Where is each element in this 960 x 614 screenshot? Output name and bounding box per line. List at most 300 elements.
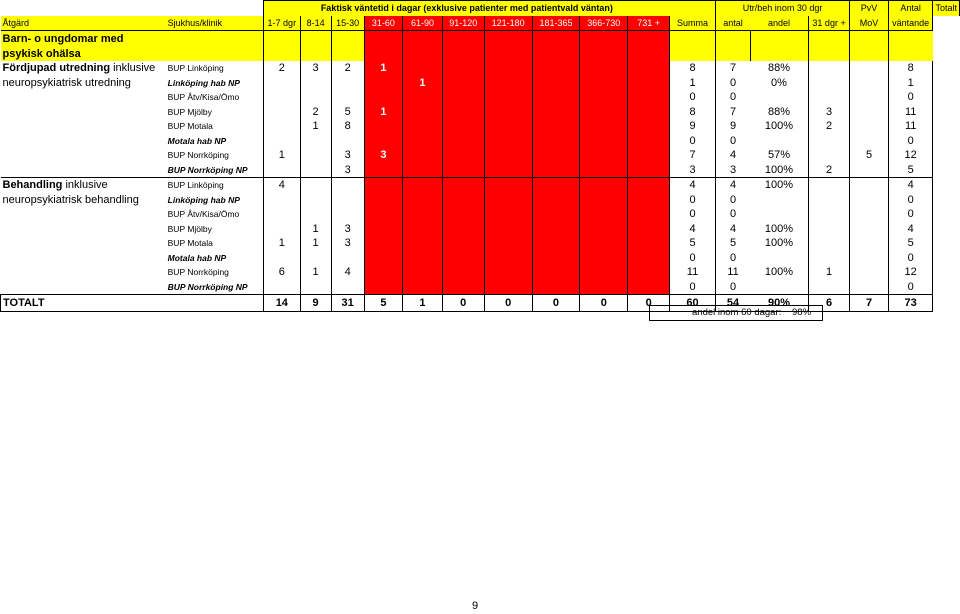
- bucket-value: [484, 193, 532, 208]
- bucket-value: 3: [331, 148, 364, 163]
- d31-value: [808, 222, 849, 237]
- andel-60-value: 98%: [792, 307, 812, 318]
- bucket-value: [484, 178, 532, 193]
- cell: [580, 46, 628, 61]
- bucket-value: [364, 119, 403, 134]
- mov-value: [850, 163, 889, 178]
- bucket-value: [484, 148, 532, 163]
- table-row: [1, 148, 960, 163]
- d31-value: [808, 90, 849, 105]
- total-value: 0: [888, 207, 933, 222]
- cell: [484, 31, 532, 47]
- bucket-value: [264, 163, 300, 178]
- mov-value: [850, 134, 889, 149]
- bucket-value: [442, 265, 484, 280]
- table-row: [1, 178, 960, 193]
- bucket-value: [403, 119, 442, 134]
- bucket-value: [442, 134, 484, 149]
- bucket-value: [532, 134, 580, 149]
- bucket-value: 8: [331, 119, 364, 134]
- bucket-value: [364, 207, 403, 222]
- bucket-value: 3: [331, 236, 364, 251]
- total-bucket: 0: [580, 295, 628, 312]
- cell: [484, 46, 532, 61]
- antal-value: 0: [715, 251, 750, 266]
- spacer: [1, 251, 166, 266]
- bucket-value: [403, 236, 442, 251]
- bucket-value: [331, 178, 364, 193]
- bucket-value: [628, 90, 670, 105]
- bucket-value: [628, 236, 670, 251]
- bucket-value: [300, 207, 331, 222]
- bucket-value: [300, 280, 331, 295]
- bucket-value: [532, 148, 580, 163]
- totals-label: TOTALT: [1, 295, 166, 312]
- bucket-value: 1: [364, 105, 403, 120]
- table-row: [1, 76, 960, 91]
- bucket-value: [580, 193, 628, 208]
- bucket-value: [532, 90, 580, 105]
- section-title: psykisk ohälsa: [1, 46, 166, 61]
- bucket-value: [484, 236, 532, 251]
- bucket-value: [364, 236, 403, 251]
- bucket-value: [442, 193, 484, 208]
- bucket-value: [300, 251, 331, 266]
- spacer: [1, 134, 166, 149]
- bucket-value: [442, 76, 484, 91]
- col-andel: andel: [750, 16, 808, 31]
- col-summa: Summa: [670, 16, 716, 31]
- mov-value: [850, 178, 889, 193]
- table-row: [1, 236, 960, 251]
- bucket-value: [264, 76, 300, 91]
- andel-value: [750, 134, 808, 149]
- bucket-value: [484, 119, 532, 134]
- bucket-value: [628, 222, 670, 237]
- d31-value: [808, 236, 849, 251]
- total-bucket: 0: [532, 295, 580, 312]
- cell: [670, 46, 716, 61]
- bucket-value: [264, 119, 300, 134]
- bucket-value: [264, 105, 300, 120]
- mov-value: [850, 251, 889, 266]
- total-bucket: 5: [364, 295, 403, 312]
- cell: [580, 31, 628, 47]
- summa-value: 0: [670, 134, 716, 149]
- bucket-value: [300, 148, 331, 163]
- bucket-value: [442, 222, 484, 237]
- bucket-value: [264, 222, 300, 237]
- spacer: [1, 207, 166, 222]
- bucket-value: [628, 76, 670, 91]
- bucket-value: [484, 207, 532, 222]
- cell: [532, 31, 580, 47]
- bucket-value: [442, 163, 484, 178]
- andel-value: 100%: [764, 237, 794, 250]
- d31-value: [808, 134, 849, 149]
- bucket-value: [580, 222, 628, 237]
- cell: [300, 31, 331, 47]
- d31-value: [808, 178, 849, 193]
- andel-value: 88%: [767, 62, 790, 75]
- bucket-value: [300, 193, 331, 208]
- table-row: [1, 222, 960, 237]
- mov-value: [850, 61, 889, 76]
- bucket-value: [580, 76, 628, 91]
- total-value: 12: [888, 148, 933, 163]
- group-label-rest: inklusive: [62, 179, 108, 192]
- bucket-value: [442, 90, 484, 105]
- bucket-value: 1: [300, 222, 331, 237]
- total-value: 0: [888, 134, 933, 149]
- bucket-value: [403, 134, 442, 149]
- bucket-value: [264, 280, 300, 295]
- spacer: [166, 46, 264, 61]
- d31-value: [808, 148, 849, 163]
- bucket-value: [628, 61, 670, 76]
- bucket-value: [364, 163, 403, 178]
- clinic-name: BUP Norrköping NP: [167, 164, 248, 175]
- spacer: [1, 280, 166, 295]
- bucket-value: [403, 207, 442, 222]
- bucket-value: [442, 236, 484, 251]
- clinic-name: BUP Linköping: [166, 178, 264, 193]
- bucket-header: 31-60: [364, 16, 403, 31]
- bucket-value: [484, 163, 532, 178]
- cell: [264, 46, 300, 61]
- clinic-name: Linköping hab NP: [167, 194, 240, 205]
- bucket-value: [580, 280, 628, 295]
- bucket-value: 2: [331, 61, 364, 76]
- total-value: 1: [888, 76, 933, 91]
- spacer: [1, 236, 166, 251]
- bucket-value: [300, 178, 331, 193]
- andel-value: 57%: [767, 149, 790, 162]
- summa-value: 4: [670, 178, 716, 193]
- spacer: [1, 105, 166, 120]
- total-value: 12: [888, 265, 933, 280]
- bucket-value: [331, 134, 364, 149]
- bucket-value: [580, 236, 628, 251]
- bucket-value: 4: [264, 178, 300, 193]
- bucket-value: [403, 193, 442, 208]
- bucket-value: [364, 193, 403, 208]
- bucket-header: 8-14: [300, 16, 331, 31]
- bucket-value: [364, 251, 403, 266]
- spacer: [1, 222, 166, 237]
- section-title: Barn- o ungdomar med: [1, 31, 166, 47]
- bucket-value: [532, 280, 580, 295]
- bucket-value: [331, 193, 364, 208]
- cell: [808, 46, 849, 61]
- antal-value: 7: [715, 105, 750, 120]
- andel-60-box: [649, 305, 823, 321]
- andel-value: [750, 251, 808, 266]
- mov-value: [850, 90, 889, 105]
- d31-value: [808, 251, 849, 266]
- bucket-value: [264, 207, 300, 222]
- bucket-value: [532, 193, 580, 208]
- total-value: 5: [888, 236, 933, 251]
- table-row: [1, 163, 960, 178]
- bucket-value: [532, 265, 580, 280]
- bucket-value: [532, 207, 580, 222]
- total-mov: 7: [850, 295, 889, 312]
- total-value: 11: [888, 105, 933, 120]
- antal-value: 0: [715, 134, 750, 149]
- bucket-value: 1: [300, 265, 331, 280]
- bucket-value: 2: [300, 105, 331, 120]
- table-row: [1, 46, 960, 61]
- cell: [750, 46, 808, 61]
- summa-value: 1: [670, 76, 716, 91]
- bucket-header: 61-90: [403, 16, 442, 31]
- bucket-value: [331, 207, 364, 222]
- bucket-value: [628, 280, 670, 295]
- cell: [750, 31, 808, 47]
- andel-value: [750, 90, 808, 105]
- bucket-value: [580, 163, 628, 178]
- cell: [888, 31, 933, 47]
- bucket-value: 5: [331, 105, 364, 120]
- bucket-header: 15-30: [331, 16, 364, 31]
- spacer: [1, 1, 264, 16]
- bucket-value: 4: [331, 265, 364, 280]
- table-row: [1, 90, 960, 105]
- spacer: [1, 148, 166, 163]
- spacer: [670, 1, 716, 16]
- spacer: [166, 295, 264, 312]
- cell: [715, 31, 750, 47]
- bucket-value: [484, 134, 532, 149]
- table-row: [1, 251, 960, 266]
- bucket-header: 181-365: [532, 16, 580, 31]
- bucket-value: 1: [300, 119, 331, 134]
- d31-value: 2: [808, 119, 849, 134]
- clinic-name: Linköping hab NP: [167, 77, 240, 88]
- bucket-value: [364, 178, 403, 193]
- andel-value: 100%: [764, 266, 794, 279]
- table-row: [1, 265, 960, 280]
- bucket-value: [484, 222, 532, 237]
- table-row: [1, 16, 960, 31]
- mov-value: [850, 236, 889, 251]
- bucket-value: [628, 207, 670, 222]
- cell: [442, 31, 484, 47]
- summa-value: 8: [670, 105, 716, 120]
- total-value: 0: [888, 193, 933, 208]
- summa-value: 0: [670, 207, 716, 222]
- total-value: 11: [888, 119, 933, 134]
- group-label: [1, 61, 166, 76]
- group-label-line2: neuropsykiatrisk behandling: [2, 193, 139, 206]
- table-row: [1, 193, 960, 208]
- bucket-value: [484, 265, 532, 280]
- d31-value: [808, 280, 849, 295]
- antal-value: 7: [715, 61, 750, 76]
- group-label-bold: Behandling: [2, 179, 63, 192]
- bucket-header: 731 +: [628, 16, 670, 31]
- bucket-header: 91-120: [442, 16, 484, 31]
- spacer: [1, 90, 166, 105]
- col-atgard: Åtgärd: [1, 16, 166, 31]
- bucket-value: [364, 76, 403, 91]
- cell: [264, 31, 300, 47]
- bucket-value: [580, 265, 628, 280]
- bucket-value: [403, 222, 442, 237]
- total-bucket: 9: [300, 295, 331, 312]
- mov-value: [850, 119, 889, 134]
- andel-value: 100%: [764, 163, 794, 176]
- bucket-value: [442, 178, 484, 193]
- bucket-value: [532, 76, 580, 91]
- bucket-value: [403, 90, 442, 105]
- table-row: [1, 207, 960, 222]
- bucket-value: [580, 207, 628, 222]
- total-value: 4: [888, 222, 933, 237]
- bucket-value: [300, 163, 331, 178]
- table-row: [1, 61, 960, 76]
- col-antal: antal: [715, 16, 750, 31]
- col-31dgr: 31 dgr +: [808, 16, 849, 31]
- d31-value: [808, 61, 849, 76]
- andel-value: [750, 207, 808, 222]
- bucket-value: [442, 148, 484, 163]
- title-main: Faktisk väntetid i dagar (exklusive patienter med patientvald väntan): [264, 1, 670, 16]
- d31-value: [808, 193, 849, 208]
- summa-value: 8: [670, 61, 716, 76]
- bucket-header: 1-7 dgr: [264, 16, 300, 31]
- col-mov: MoV: [850, 16, 889, 31]
- clinic-name: BUP Mjölby: [167, 106, 212, 117]
- spacer: [1, 119, 166, 134]
- bucket-value: 1: [364, 61, 403, 76]
- table-row: [1, 31, 960, 47]
- bucket-value: [364, 280, 403, 295]
- total-value: 0: [888, 280, 933, 295]
- group-label-bold: Fördjupad utredning: [2, 62, 111, 75]
- bucket-value: [300, 134, 331, 149]
- total-value: 4: [888, 178, 933, 193]
- bucket-value: 3: [364, 148, 403, 163]
- total-bucket: 31: [331, 295, 364, 312]
- summa-value: 4: [670, 222, 716, 237]
- cell: [403, 31, 442, 47]
- col-klinik: Sjukhus/klinik: [166, 16, 264, 31]
- bucket-value: [442, 119, 484, 134]
- bucket-value: 1: [264, 236, 300, 251]
- table-row: [1, 119, 960, 134]
- bucket-value: [264, 90, 300, 105]
- bucket-value: [532, 163, 580, 178]
- cell: [532, 46, 580, 61]
- group-label: [1, 178, 166, 193]
- title-antal: Antal: [888, 1, 933, 16]
- mov-value: [850, 105, 889, 120]
- bucket-value: [628, 119, 670, 134]
- bucket-value: [403, 105, 442, 120]
- bucket-value: [403, 61, 442, 76]
- cell: [300, 46, 331, 61]
- antal-value: 4: [715, 148, 750, 163]
- total-andel: 90%: [750, 295, 808, 312]
- bucket-value: [484, 105, 532, 120]
- clinic-name: Motala hab NP: [167, 252, 227, 263]
- summa-value: 5: [670, 236, 716, 251]
- clinic-name: BUP Åtv/Kisa/Ömo: [167, 92, 240, 103]
- bucket-value: [300, 90, 331, 105]
- bucket-value: [628, 178, 670, 193]
- bucket-value: [484, 90, 532, 105]
- antal-value: 0: [715, 280, 750, 295]
- cell: [850, 31, 889, 47]
- mov-value: [850, 207, 889, 222]
- clinic-name: BUP Linköping: [167, 63, 224, 74]
- mov-value: [850, 193, 889, 208]
- clinic-name: BUP Åtv/Kisa/Ömo: [167, 209, 240, 220]
- total-bucket: 0: [628, 295, 670, 312]
- bucket-value: [532, 61, 580, 76]
- bucket-value: [264, 134, 300, 149]
- table-row: [1, 280, 960, 295]
- mov-value: [850, 265, 889, 280]
- mov-value: [850, 222, 889, 237]
- andel-value: 88%: [767, 105, 790, 118]
- col-vantande: väntande: [888, 16, 933, 31]
- summa-value: 0: [670, 90, 716, 105]
- cell: [670, 31, 716, 47]
- bucket-value: [331, 76, 364, 91]
- clinic-name: BUP Motala: [167, 121, 213, 132]
- bucket-value: [403, 265, 442, 280]
- bucket-value: [532, 105, 580, 120]
- bucket-value: [580, 148, 628, 163]
- clinic-name: BUP Norrköping NP: [167, 281, 248, 292]
- bucket-value: 6: [264, 265, 300, 280]
- andel-value: 0%: [771, 76, 787, 89]
- bucket-value: 3: [300, 61, 331, 76]
- clinic-name: BUP Norrköping: [167, 267, 229, 278]
- table-row: [1, 105, 960, 120]
- cell: [331, 46, 364, 61]
- total-summa: 60: [670, 295, 716, 312]
- andel-60-label: andel inom 60 dagar:: [692, 307, 782, 318]
- bucket-value: [532, 119, 580, 134]
- total-bucket: 0: [442, 295, 484, 312]
- bucket-value: [403, 148, 442, 163]
- antal-value: 11: [715, 265, 750, 280]
- cell: [364, 31, 403, 47]
- bucket-value: [331, 90, 364, 105]
- page-number: 9: [472, 600, 479, 612]
- bucket-value: [628, 148, 670, 163]
- bucket-value: [403, 178, 442, 193]
- antal-value: 0: [715, 193, 750, 208]
- bucket-value: [628, 193, 670, 208]
- cell: [628, 31, 670, 47]
- bucket-value: 1: [403, 76, 442, 91]
- summa-value: 11: [670, 265, 716, 280]
- total-bucket: 1: [403, 295, 442, 312]
- title-pvv: PvV: [850, 1, 889, 16]
- bucket-value: [628, 134, 670, 149]
- d31-value: [808, 76, 849, 91]
- spacer: [1, 163, 166, 178]
- mov-value: [850, 76, 889, 91]
- bucket-value: [442, 280, 484, 295]
- bucket-value: [580, 178, 628, 193]
- spacer: [166, 31, 264, 47]
